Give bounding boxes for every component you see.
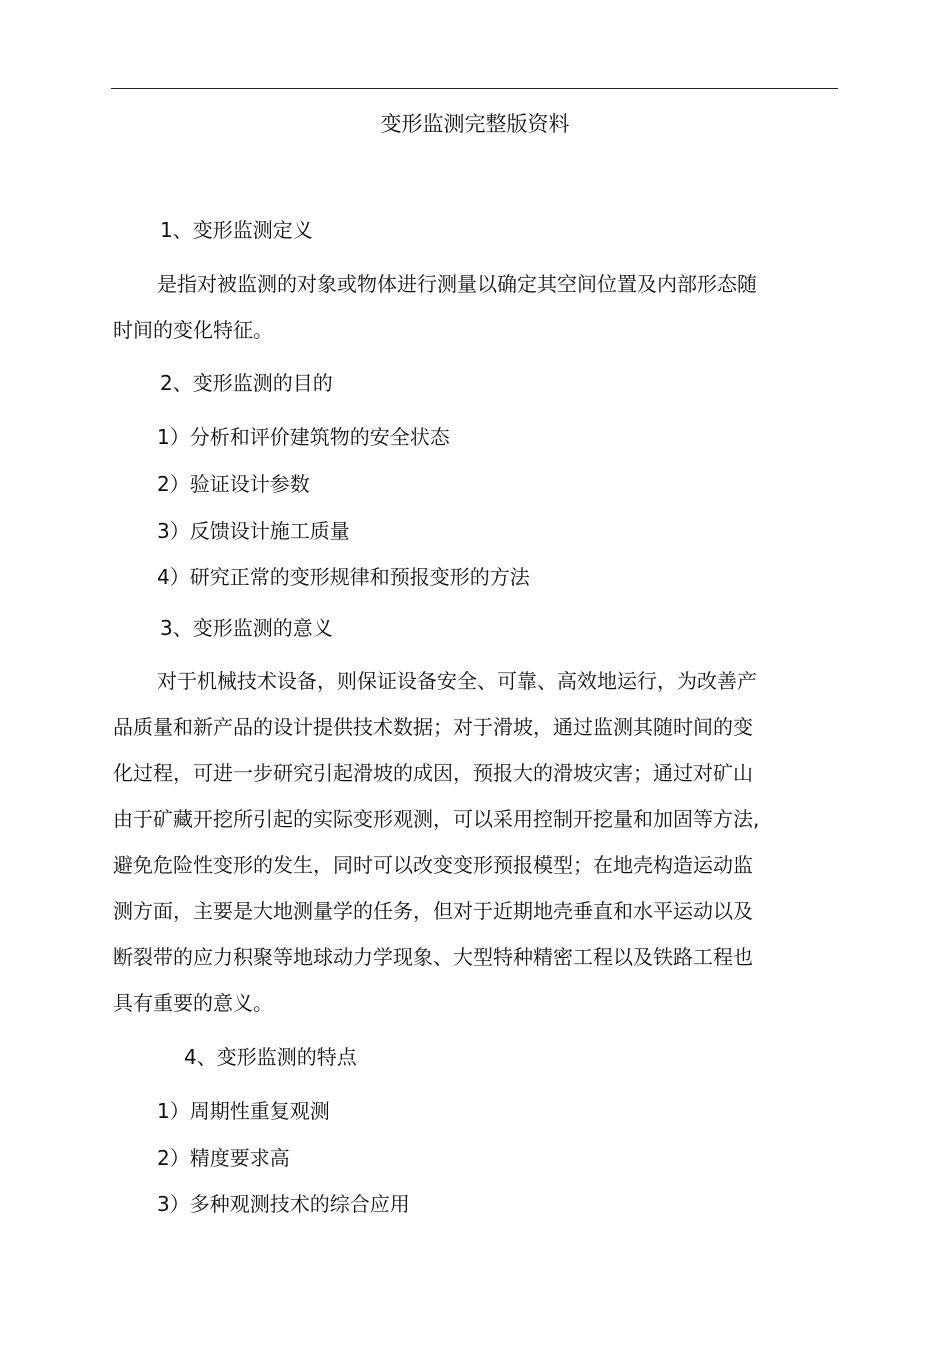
paragraph-line: 对于机械技术设备，则保证设备安全、可靠、高效地运行，为改善产 xyxy=(157,669,757,693)
list-item: 4）研究正常的变形规律和预报变形的方法 xyxy=(157,565,530,589)
paragraph-line: 品质量和新产品的设计提供技术数据；对于滑坡，通过监测其随时间的变 xyxy=(113,715,753,739)
paragraph-line: 是指对被监测的对象或物体进行测量以确定其空间位置及内部形态随 xyxy=(157,272,757,296)
paragraph-line: 具有重要的意义。 xyxy=(113,991,273,1015)
list-item: 2）精度要求高 xyxy=(157,1146,290,1170)
paragraph-line: 测方面，主要是大地测量学的任务，但对于近期地壳垂直和水平运动以及 xyxy=(113,899,753,923)
header-rule xyxy=(111,88,838,89)
list-item: 1）分析和评价建筑物的安全状态 xyxy=(157,425,450,449)
paragraph-line: 时间的变化特征。 xyxy=(113,318,273,342)
list-item: 2）验证设计参数 xyxy=(157,472,310,496)
section-heading-features: 4、变形监测的特点 xyxy=(184,1045,357,1069)
document-title: 变形监测完整版资料 xyxy=(380,112,570,136)
list-item: 1）周期性重复观测 xyxy=(157,1099,330,1123)
list-item: 3）多种观测技术的综合应用 xyxy=(157,1192,410,1216)
section-heading-significance: 3、变形监测的意义 xyxy=(160,616,333,640)
section-heading-purpose: 2、变形监测的目的 xyxy=(160,371,333,395)
paragraph-line: 断裂带的应力积聚等地球动力学现象、大型特种精密工程以及铁路工程也 xyxy=(113,945,753,969)
paragraph-line: 化过程，可进一步研究引起滑坡的成因，预报大的滑坡灾害；通过对矿山 xyxy=(113,761,753,785)
paragraph-line: 由于矿藏开挖所引起的实际变形观测，可以采用控制开挖量和加固等方法, xyxy=(113,807,760,831)
list-item: 3）反馈设计施工质量 xyxy=(157,519,350,543)
paragraph-line: 避免危险性变形的发生，同时可以改变变形预报模型；在地壳构造运动监 xyxy=(113,853,753,877)
section-heading-definition: 1、变形监测定义 xyxy=(160,218,313,242)
